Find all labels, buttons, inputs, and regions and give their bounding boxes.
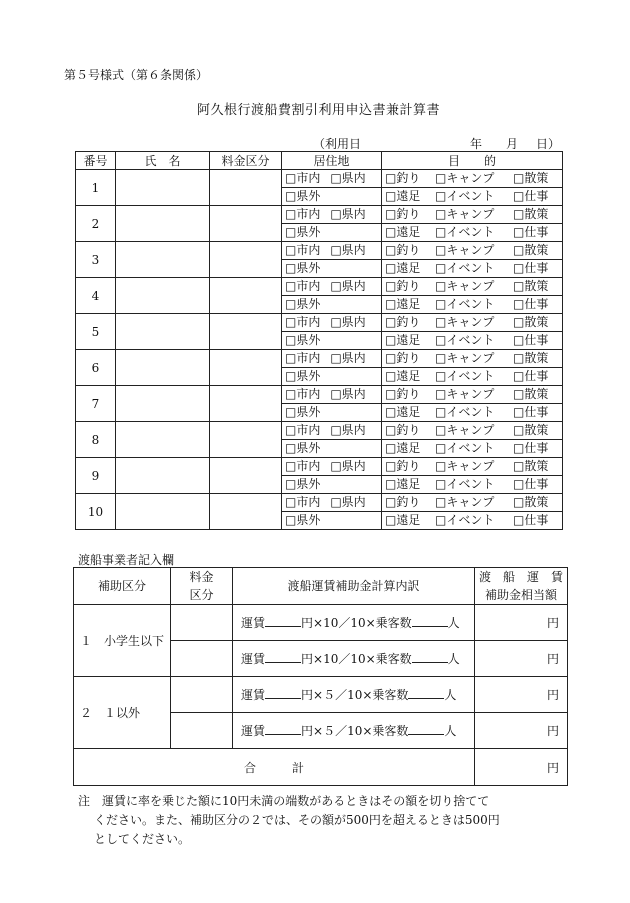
checkbox-event[interactable]: □イベント (435, 225, 495, 239)
checkbox-work[interactable]: □仕事 (513, 441, 549, 455)
checkbox-outside[interactable]: □県外 (285, 513, 321, 527)
formula-text: 円×５／10×乗客数 (301, 724, 409, 738)
checkbox-outside[interactable]: □県外 (285, 369, 321, 383)
header-name: 氏 名 (116, 152, 210, 170)
table-row (74, 677, 568, 713)
table-row (76, 350, 563, 368)
checkbox-outside[interactable]: □県外 (285, 333, 321, 347)
fare-label: 運賃 (241, 688, 266, 702)
fare-blank[interactable] (265, 687, 301, 699)
checkbox-outside[interactable]: □県外 (285, 297, 321, 311)
unit-label: 人 (444, 724, 457, 738)
header-breakdown: 渡船運賃補助金計算内訳 (233, 568, 475, 605)
checkbox-excursion[interactable]: □遠足 (385, 333, 421, 347)
checkbox-prefecture[interactable]: □県内 (330, 387, 366, 401)
purpose-cell (382, 188, 563, 206)
name-cell[interactable] (116, 494, 210, 530)
checkbox-walk[interactable]: □散策 (513, 243, 549, 257)
purpose-cell (382, 296, 563, 314)
fee-category-cell[interactable] (210, 242, 282, 278)
calculation-cell (233, 713, 475, 749)
checkbox-camping[interactable]: □キャンプ (435, 243, 495, 257)
formula-text: 円×10／10×乗客数 (301, 616, 412, 630)
fee-category-cell[interactable] (171, 677, 233, 713)
checkbox-work[interactable]: □仕事 (513, 189, 549, 203)
purpose-cell (382, 494, 563, 512)
name-cell[interactable] (116, 314, 210, 350)
checkbox-camping[interactable]: □キャンプ (435, 387, 495, 401)
purpose-cell (382, 512, 563, 530)
unit-label: 人 (444, 688, 457, 702)
checkbox-work[interactable]: □仕事 (513, 513, 549, 527)
name-cell[interactable] (116, 170, 210, 206)
row-number: 6 (76, 350, 116, 386)
checkbox-walk[interactable]: □散策 (513, 423, 549, 437)
purpose-cell (382, 278, 563, 296)
checkbox-excursion[interactable]: □遠足 (385, 261, 421, 275)
residence-cell (282, 332, 382, 350)
name-cell[interactable] (116, 206, 210, 242)
checkbox-fishing[interactable]: □釣り (385, 243, 421, 257)
header-purpose: 目 的 (382, 152, 563, 170)
purpose-cell (382, 350, 563, 368)
name-cell[interactable] (116, 350, 210, 386)
checkbox-camping[interactable]: □キャンプ (435, 459, 495, 473)
header-amount-line1: 渡 船 運 賃 (478, 570, 563, 584)
fee-category-cell[interactable] (171, 641, 233, 677)
note-line2: ください。また、補助区分の２では、その額が500円を超えるときは500円 (94, 813, 500, 827)
header-fee-category: 料金区分 (210, 152, 282, 170)
checkbox-fishing[interactable]: □釣り (385, 279, 421, 293)
fee-category-cell[interactable] (210, 278, 282, 314)
checkbox-city[interactable]: □市内 (285, 171, 321, 185)
total-yen: 円 (475, 749, 568, 786)
checkbox-event[interactable]: □イベント (435, 333, 495, 347)
checkbox-city[interactable]: □市内 (285, 279, 321, 293)
checkbox-event[interactable]: □イベント (435, 189, 495, 203)
checkbox-work[interactable]: □仕事 (513, 405, 549, 419)
checkbox-prefecture[interactable]: □県内 (330, 351, 366, 365)
checkbox-excursion[interactable]: □遠足 (385, 477, 421, 491)
residence-cell (282, 242, 382, 260)
purpose-cell (382, 476, 563, 494)
fee-category-cell[interactable] (210, 170, 282, 206)
checkbox-prefecture[interactable]: □県内 (330, 171, 366, 185)
total-label: 合 計 (74, 749, 475, 786)
name-cell[interactable] (116, 386, 210, 422)
checkbox-work[interactable]: □仕事 (513, 477, 549, 491)
residence-cell (282, 314, 382, 332)
purpose-cell (382, 170, 563, 188)
checkbox-fishing[interactable]: □釣り (385, 171, 421, 185)
purpose-cell (382, 386, 563, 404)
unit-label: 人 (447, 616, 460, 630)
checkbox-city[interactable]: □市内 (285, 315, 321, 329)
table-row (76, 386, 563, 404)
subsidy-category-label: ２ １以外 (74, 677, 171, 749)
checkbox-fishing[interactable]: □釣り (385, 495, 421, 509)
unit-label: 人 (447, 652, 460, 666)
calculation-cell (233, 605, 475, 641)
purpose-cell (382, 242, 563, 260)
name-cell[interactable] (116, 242, 210, 278)
residence-cell (282, 260, 382, 278)
checkbox-walk[interactable]: □散策 (513, 279, 549, 293)
amount-cell[interactable]: 円 (475, 605, 568, 641)
checkbox-excursion[interactable]: □遠足 (385, 225, 421, 239)
checkbox-work[interactable]: □仕事 (513, 261, 549, 275)
checkbox-walk[interactable]: □散策 (513, 315, 549, 329)
fare-blank[interactable] (265, 615, 301, 627)
checkbox-prefecture[interactable]: □県内 (330, 459, 366, 473)
subsidy-category-label: １ 小学生以下 (74, 605, 171, 677)
row-number: 2 (76, 206, 116, 242)
checkbox-walk[interactable]: □散策 (513, 459, 549, 473)
checkbox-camping[interactable]: □キャンプ (435, 351, 495, 365)
amount-cell[interactable]: 円 (475, 713, 568, 749)
checkbox-walk[interactable]: □散策 (513, 207, 549, 221)
header-residence: 居住地 (282, 152, 382, 170)
residence-cell (282, 278, 382, 296)
purpose-cell (382, 422, 563, 440)
fare-label: 運賃 (241, 652, 266, 666)
note-line1: 注 運賃に率を乗じた額に10円未満の端数があるときはその額を切り捨てて (78, 794, 490, 808)
checkbox-camping[interactable]: □キャンプ (435, 171, 495, 185)
purpose-cell (382, 332, 563, 350)
users-table (75, 151, 563, 530)
checkbox-outside[interactable]: □県外 (285, 477, 321, 491)
amount-cell[interactable]: 円 (475, 641, 568, 677)
fare-label: 運賃 (241, 616, 266, 630)
checkbox-work[interactable]: □仕事 (513, 225, 549, 239)
fare-blank[interactable] (265, 723, 301, 735)
checkbox-camping[interactable]: □キャンプ (435, 207, 495, 221)
passenger-blank[interactable] (412, 651, 448, 663)
checkbox-event[interactable]: □イベント (435, 369, 495, 383)
purpose-cell (382, 314, 563, 332)
checkbox-outside[interactable]: □県外 (285, 405, 321, 419)
checkbox-outside[interactable]: □県外 (285, 189, 321, 203)
fare-blank[interactable] (265, 651, 301, 663)
checkbox-city[interactable]: □市内 (285, 387, 321, 401)
checkbox-prefecture[interactable]: □県内 (330, 423, 366, 437)
row-number: 1 (76, 170, 116, 206)
page-title: 阿久根行渡船費割引利用申込書兼計算書 (197, 103, 441, 118)
checkbox-event[interactable]: □イベント (435, 441, 495, 455)
row-number: 7 (76, 386, 116, 422)
checkbox-fishing[interactable]: □釣り (385, 351, 421, 365)
name-cell[interactable] (116, 278, 210, 314)
residence-cell (282, 386, 382, 404)
checkbox-city[interactable]: □市内 (285, 243, 321, 257)
fee-category-cell[interactable] (210, 350, 282, 386)
header-fee-line1: 料金 (189, 570, 214, 584)
residence-cell (282, 188, 382, 206)
checkbox-excursion[interactable]: □遠足 (385, 297, 421, 311)
fee-category-cell[interactable] (210, 458, 282, 494)
header-fee-line2: 区分 (189, 588, 214, 602)
table-row (76, 422, 563, 440)
residence-cell (282, 350, 382, 368)
checkbox-walk[interactable]: □散策 (513, 351, 549, 365)
fee-category-cell[interactable] (210, 386, 282, 422)
table-row (76, 278, 563, 296)
header-amount (475, 568, 568, 605)
header-subsidy-category: 補助区分 (74, 568, 171, 605)
checkbox-excursion[interactable]: □遠足 (385, 369, 421, 383)
passenger-blank[interactable] (408, 687, 444, 699)
fee-category-cell[interactable] (171, 605, 233, 641)
table-row (74, 605, 568, 641)
formula-text: 円×10／10×乗客数 (301, 652, 412, 666)
purpose-cell (382, 260, 563, 278)
checkbox-fishing[interactable]: □釣り (385, 207, 421, 221)
passenger-blank[interactable] (412, 615, 448, 627)
note (78, 792, 568, 849)
usage-date-day: 日） (536, 137, 561, 151)
residence-cell (282, 404, 382, 422)
checkbox-prefecture[interactable]: □県内 (330, 315, 366, 329)
fare-label: 運賃 (241, 724, 266, 738)
amount-cell[interactable]: 円 (475, 677, 568, 713)
passenger-blank[interactable] (408, 723, 444, 735)
checkbox-camping[interactable]: □キャンプ (435, 495, 495, 509)
residence-cell (282, 224, 382, 242)
checkbox-fishing[interactable]: □釣り (385, 315, 421, 329)
row-number: 9 (76, 458, 116, 494)
operator-table (73, 567, 568, 786)
table-row (76, 494, 563, 512)
formula-text: 円×５／10×乗客数 (301, 688, 409, 702)
fee-category-cell[interactable] (210, 422, 282, 458)
checkbox-fishing[interactable]: □釣り (385, 423, 421, 437)
checkbox-city[interactable]: □市内 (285, 423, 321, 437)
form-number: 第５号様式（第６条関係） (64, 68, 209, 82)
purpose-cell (382, 458, 563, 476)
checkbox-excursion[interactable]: □遠足 (385, 441, 421, 455)
checkbox-city[interactable]: □市内 (285, 207, 321, 221)
checkbox-camping[interactable]: □キャンプ (435, 423, 495, 437)
residence-cell (282, 458, 382, 476)
fee-category-cell[interactable] (171, 713, 233, 749)
purpose-cell (382, 206, 563, 224)
table-row (76, 458, 563, 476)
checkbox-fishing[interactable]: □釣り (385, 459, 421, 473)
residence-cell (282, 206, 382, 224)
usage-date-month: 月 (506, 137, 519, 151)
usage-date-year: 年 (470, 137, 483, 151)
checkbox-outside[interactable]: □県外 (285, 225, 321, 239)
purpose-cell (382, 404, 563, 422)
note-line3: としてください。 (94, 832, 191, 846)
checkbox-prefecture[interactable]: □県内 (330, 243, 366, 257)
checkbox-walk[interactable]: □散策 (513, 495, 549, 509)
calculation-cell (233, 677, 475, 713)
operator-section-heading: 渡船事業者記入欄 (78, 553, 175, 567)
checkbox-city[interactable]: □市内 (285, 351, 321, 365)
checkbox-prefecture[interactable]: □県内 (330, 279, 366, 293)
checkbox-city[interactable]: □市内 (285, 495, 321, 509)
residence-cell (282, 476, 382, 494)
purpose-cell (382, 224, 563, 242)
checkbox-work[interactable]: □仕事 (513, 333, 549, 347)
checkbox-excursion[interactable]: □遠足 (385, 405, 421, 419)
checkbox-outside[interactable]: □県外 (285, 261, 321, 275)
residence-cell (282, 494, 382, 512)
table-row (76, 242, 563, 260)
residence-cell (282, 368, 382, 386)
row-number: 5 (76, 314, 116, 350)
purpose-cell (382, 440, 563, 458)
checkbox-outside[interactable]: □県外 (285, 441, 321, 455)
checkbox-prefecture[interactable]: □県内 (330, 495, 366, 509)
fee-category-cell[interactable] (210, 206, 282, 242)
checkbox-event[interactable]: □イベント (435, 261, 495, 275)
residence-cell (282, 296, 382, 314)
name-cell[interactable] (116, 458, 210, 494)
usage-date-label: （利用日 (313, 137, 362, 151)
checkbox-camping[interactable]: □キャンプ (435, 279, 495, 293)
residence-cell (282, 512, 382, 530)
checkbox-work[interactable]: □仕事 (513, 369, 549, 383)
table-row (76, 170, 563, 188)
checkbox-event[interactable]: □イベント (435, 513, 495, 527)
row-number: 4 (76, 278, 116, 314)
residence-cell (282, 440, 382, 458)
header-number: 番号 (76, 152, 116, 170)
table-row (76, 206, 563, 224)
header-amount-line2: 補助金相当額 (484, 588, 557, 602)
name-cell[interactable] (116, 422, 210, 458)
row-number: 10 (76, 494, 116, 530)
residence-cell (282, 422, 382, 440)
fee-category-cell[interactable] (210, 494, 282, 530)
row-number: 3 (76, 242, 116, 278)
checkbox-prefecture[interactable]: □県内 (330, 207, 366, 221)
fee-category-cell[interactable] (210, 314, 282, 350)
calculation-cell (233, 641, 475, 677)
checkbox-walk[interactable]: □散策 (513, 387, 549, 401)
checkbox-camping[interactable]: □キャンプ (435, 315, 495, 329)
checkbox-event[interactable]: □イベント (435, 297, 495, 311)
checkbox-fishing[interactable]: □釣り (385, 387, 421, 401)
table-row (76, 314, 563, 332)
checkbox-walk[interactable]: □散策 (513, 171, 549, 185)
checkbox-event[interactable]: □イベント (435, 405, 495, 419)
checkbox-city[interactable]: □市内 (285, 459, 321, 473)
checkbox-excursion[interactable]: □遠足 (385, 189, 421, 203)
residence-cell (282, 170, 382, 188)
checkbox-excursion[interactable]: □遠足 (385, 513, 421, 527)
header-fee (171, 568, 233, 605)
row-number: 8 (76, 422, 116, 458)
purpose-cell (382, 368, 563, 386)
checkbox-event[interactable]: □イベント (435, 477, 495, 491)
checkbox-work[interactable]: □仕事 (513, 297, 549, 311)
